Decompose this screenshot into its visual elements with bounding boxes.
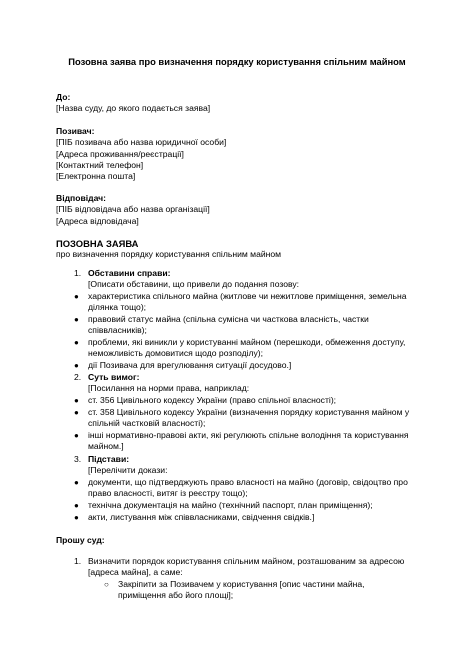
section-title: Підстави:	[88, 454, 130, 464]
bullet-icon: ●	[74, 338, 79, 347]
list-item: правовий статус майна (спільна сумісна чи часткова власність, частки співвласників);	[88, 314, 369, 336]
list-item: характеристика спільного майна (житлове чи нежитлове приміщення, земельна ділянка тощо);	[88, 291, 407, 313]
section-number: 2.	[74, 372, 82, 382]
circle-bullet-icon: ○	[104, 580, 109, 589]
section-2	[88, 372, 438, 395]
section-number: 3.	[74, 454, 82, 464]
defendant-block	[56, 193, 426, 227]
court-name: [Назва суду, до якого подається заява]	[56, 103, 211, 114]
section-3	[88, 454, 438, 477]
bullet-icon: ●	[74, 408, 79, 417]
bullet-icon: ●	[74, 361, 79, 370]
defendant-heading: Відповідач:	[56, 193, 107, 203]
sub-list-item: Закріпити за Позивачем у користування [опис частини майна, приміщення або його площі];	[118, 579, 365, 601]
bullet-icon: ●	[74, 292, 79, 301]
section-1	[88, 268, 438, 291]
list-item: інші нормативно-правові акти, які регулюють спільне володіння та користування майном.]	[88, 430, 409, 452]
list-item: ст. 356 Цивільного кодексу України (право спільної власності);	[88, 395, 337, 405]
bullet-icon: ●	[74, 396, 79, 405]
list-item: дії Позивача для врегулювання ситуації досудово.]	[88, 360, 292, 370]
section-title: Суть вимог:	[88, 372, 140, 382]
defendant-name: [ПІБ відповідача або назва організації]	[56, 204, 210, 215]
bullet-icon: ●	[74, 513, 79, 522]
court-block	[56, 92, 426, 115]
section-intro: [Перелічити докази:	[88, 465, 168, 476]
request-item: Визначити порядок користування спільним майном, розташованим за адресою [адреса майна], а саме:	[88, 556, 405, 578]
claim-heading: ПОЗОВНА ЗАЯВА	[56, 238, 139, 249]
bullet-icon: ●	[74, 501, 79, 510]
request-heading: Прошу суд:	[56, 535, 105, 545]
list-item: документи, що підтверджують право власності на майно (договір, свідоцтво про право власності, витяг із реєстру тощо);	[88, 477, 408, 499]
plaintiff-block	[56, 126, 426, 182]
section-intro: [Описати обставини, що привели до подання позову:	[88, 279, 300, 290]
section-title: Обставини справи:	[88, 268, 171, 278]
plaintiff-heading: Позивач:	[56, 126, 95, 136]
document-title: Позовна заява про визначення порядку користування спільним майном	[68, 56, 406, 67]
claim-heading-block	[56, 238, 426, 261]
section-intro: [Посилання на норми права, наприклад:	[88, 383, 250, 394]
plaintiff-email: [Електронна пошта]	[56, 171, 136, 182]
section-number: 1.	[74, 268, 82, 278]
defendant-address: [Адреса відповідача]	[56, 215, 139, 226]
plaintiff-phone: [Контактний телефон]	[56, 159, 144, 170]
request-number: 1.	[74, 556, 82, 566]
bullet-icon: ●	[74, 478, 79, 487]
claim-subheading: про визначення порядку користування спільним майном	[56, 249, 282, 260]
bullet-icon: ●	[74, 315, 79, 324]
to-heading: До:	[56, 92, 71, 102]
list-item: проблеми, які виникли у користуванні майном (перешкоди, обмеження доступу, неможливість домовитися щодо розподілу);	[88, 337, 406, 359]
list-item: технічна документація на майно (технічний паспорт, план приміщення);	[88, 500, 373, 510]
plaintiff-name: [ПІБ позивача або назва юридичної особи]	[56, 137, 227, 148]
list-item: ст. 358 Цивільного кодексу України (визначення порядку користування майном у спільній частковій власності);	[88, 407, 410, 429]
bullet-icon: ●	[74, 431, 79, 440]
plaintiff-address: [Адреса проживання/реєстрації]	[56, 148, 184, 159]
list-item: акти, листування між співвласниками, свідчення свідків.]	[88, 512, 315, 522]
